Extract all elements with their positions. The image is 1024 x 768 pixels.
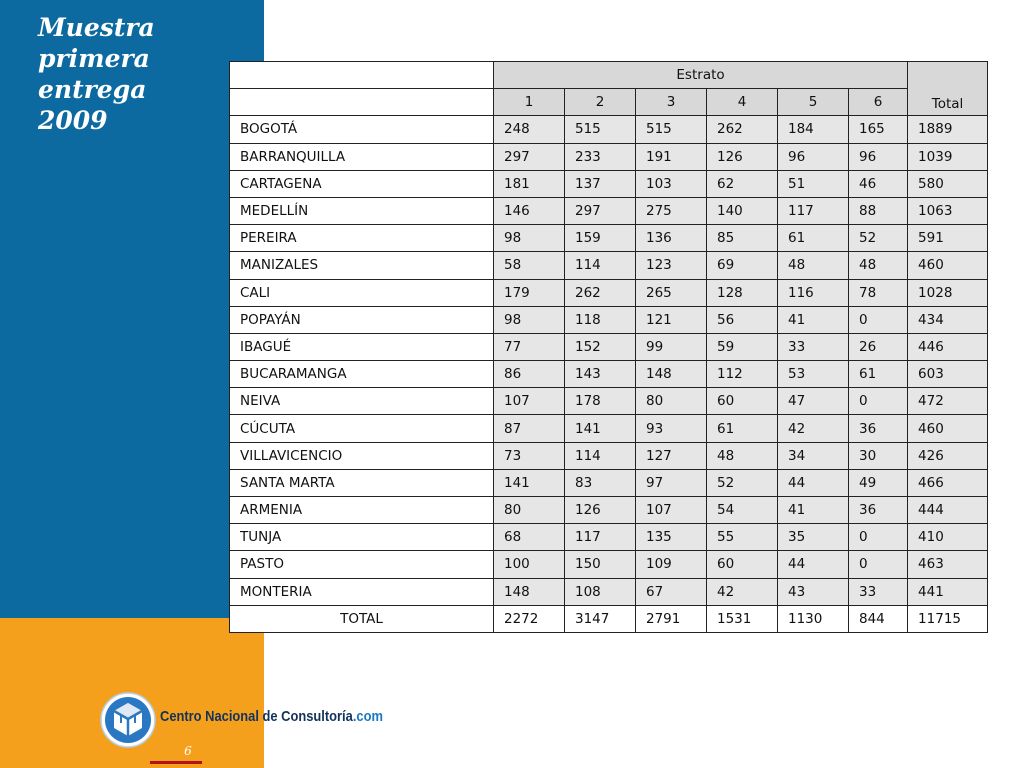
- row-total-cell: 426: [908, 442, 988, 469]
- stratum-value-cell: 46: [849, 170, 908, 197]
- table-row: [230, 415, 988, 442]
- stratum-value-cell: 54: [707, 497, 778, 524]
- stratum-value-cell: 61: [849, 361, 908, 388]
- stratum-value-cell: 99: [636, 333, 707, 360]
- city-cell: NEIVA: [230, 388, 494, 415]
- stratum-value-cell: 121: [636, 306, 707, 333]
- grand-total-cell: 11715: [908, 605, 988, 632]
- stratum-value-cell: 184: [778, 116, 849, 143]
- stratum-value-cell: 98: [494, 306, 565, 333]
- city-cell: VILLAVICENCIO: [230, 442, 494, 469]
- stratum-value-cell: 114: [565, 252, 636, 279]
- city-cell: SANTA MARTA: [230, 469, 494, 496]
- table-row: [230, 361, 988, 388]
- total-cell: 3147: [565, 605, 636, 632]
- city-cell: PASTO: [230, 551, 494, 578]
- stratum-value-cell: 33: [778, 333, 849, 360]
- page-number-underline: [150, 761, 202, 764]
- stratum-value-cell: 53: [778, 361, 849, 388]
- total-cell: 2272: [494, 605, 565, 632]
- stratum-value-cell: 109: [636, 551, 707, 578]
- city-cell: CARTAGENA: [230, 170, 494, 197]
- stratum-value-cell: 93: [636, 415, 707, 442]
- stratum-value-cell: 97: [636, 469, 707, 496]
- company-name: [160, 708, 383, 725]
- stratum-value-cell: 55: [707, 524, 778, 551]
- stratum-value-cell: 128: [707, 279, 778, 306]
- stratum-value-cell: 26: [849, 333, 908, 360]
- row-total-cell: 460: [908, 415, 988, 442]
- stratum-value-cell: 126: [707, 143, 778, 170]
- table-row: [230, 170, 988, 197]
- stratum-value-cell: 98: [494, 225, 565, 252]
- stratum-value-cell: 96: [849, 143, 908, 170]
- table-body: [230, 116, 988, 605]
- city-cell: MEDELLÍN: [230, 197, 494, 224]
- stratum-value-cell: 248: [494, 116, 565, 143]
- stratum-value-cell: 52: [849, 225, 908, 252]
- stratum-value-cell: 62: [707, 170, 778, 197]
- row-total-cell: 446: [908, 333, 988, 360]
- stratum-value-cell: 85: [707, 225, 778, 252]
- stratum-value-cell: 69: [707, 252, 778, 279]
- slide-title-line: primera: [38, 44, 150, 73]
- stratum-header: 6: [849, 89, 908, 116]
- stratum-value-cell: 116: [778, 279, 849, 306]
- stratum-value-cell: 34: [778, 442, 849, 469]
- table-total-row: [230, 605, 988, 632]
- row-total-cell: 460: [908, 252, 988, 279]
- table-row: [230, 143, 988, 170]
- total-row-label: TOTAL: [230, 605, 494, 632]
- stratum-value-cell: 148: [494, 578, 565, 605]
- stratum-value-cell: 73: [494, 442, 565, 469]
- row-total-cell: 580: [908, 170, 988, 197]
- stratum-value-cell: 143: [565, 361, 636, 388]
- stratum-value-cell: 140: [707, 197, 778, 224]
- stratum-value-cell: 60: [707, 551, 778, 578]
- row-total-cell: 1889: [908, 116, 988, 143]
- page-number: 6: [184, 744, 192, 758]
- stratum-value-cell: 77: [494, 333, 565, 360]
- stratum-value-cell: 80: [636, 388, 707, 415]
- row-total-cell: 441: [908, 578, 988, 605]
- stratum-value-cell: 0: [849, 551, 908, 578]
- stratum-header: 3: [636, 89, 707, 116]
- total-cell: 2791: [636, 605, 707, 632]
- header-blank-cell: [230, 89, 494, 116]
- slide-title-line: 2009: [38, 106, 108, 135]
- total-cell: 844: [849, 605, 908, 632]
- stratum-value-cell: 42: [707, 578, 778, 605]
- stratum-value-cell: 141: [494, 469, 565, 496]
- stratum-value-cell: 78: [849, 279, 908, 306]
- sample-table: [229, 61, 988, 633]
- stratum-value-cell: 68: [494, 524, 565, 551]
- stratum-value-cell: 49: [849, 469, 908, 496]
- stratum-value-cell: 86: [494, 361, 565, 388]
- city-cell: BARRANQUILLA: [230, 143, 494, 170]
- stratum-value-cell: 56: [707, 306, 778, 333]
- city-cell: BUCARAMANGA: [230, 361, 494, 388]
- table-row: [230, 442, 988, 469]
- stratum-value-cell: 43: [778, 578, 849, 605]
- stratum-value-cell: 61: [778, 225, 849, 252]
- stratum-value-cell: 41: [778, 497, 849, 524]
- row-total-cell: 434: [908, 306, 988, 333]
- stratum-value-cell: 67: [636, 578, 707, 605]
- stratum-value-cell: 262: [707, 116, 778, 143]
- stratum-value-cell: 107: [494, 388, 565, 415]
- stratum-value-cell: 60: [707, 388, 778, 415]
- stratum-value-cell: 148: [636, 361, 707, 388]
- stratum-value-cell: 87: [494, 415, 565, 442]
- stratum-value-cell: 96: [778, 143, 849, 170]
- table-row: [230, 116, 988, 143]
- header-blank-cell: [230, 62, 494, 89]
- table-row: [230, 306, 988, 333]
- stratum-value-cell: 159: [565, 225, 636, 252]
- stratum-value-cell: 48: [778, 252, 849, 279]
- total-column-header: Total: [908, 62, 988, 116]
- stratum-value-cell: 191: [636, 143, 707, 170]
- slide-title-line: entrega: [38, 75, 147, 104]
- cnc-logo-icon: [100, 692, 156, 748]
- stratum-value-cell: 135: [636, 524, 707, 551]
- stratum-value-cell: 136: [636, 225, 707, 252]
- stratum-value-cell: 107: [636, 497, 707, 524]
- stratum-value-cell: 47: [778, 388, 849, 415]
- city-cell: POPAYÁN: [230, 306, 494, 333]
- stratum-value-cell: 48: [707, 442, 778, 469]
- stratum-value-cell: 80: [494, 497, 565, 524]
- stratum-value-cell: 35: [778, 524, 849, 551]
- stratum-value-cell: 126: [565, 497, 636, 524]
- slide-title-line: Muestra: [38, 13, 155, 42]
- stratum-value-cell: 262: [565, 279, 636, 306]
- row-total-cell: 591: [908, 225, 988, 252]
- stratum-value-cell: 297: [494, 143, 565, 170]
- city-cell: TUNJA: [230, 524, 494, 551]
- stratum-value-cell: 42: [778, 415, 849, 442]
- stratum-value-cell: 181: [494, 170, 565, 197]
- row-total-cell: 1028: [908, 279, 988, 306]
- stratum-value-cell: 0: [849, 306, 908, 333]
- city-cell: MANIZALES: [230, 252, 494, 279]
- row-total-cell: 463: [908, 551, 988, 578]
- stratum-value-cell: 146: [494, 197, 565, 224]
- stratum-value-cell: 58: [494, 252, 565, 279]
- stratum-value-cell: 59: [707, 333, 778, 360]
- total-cell: 1531: [707, 605, 778, 632]
- table-row: [230, 225, 988, 252]
- stratum-value-cell: 36: [849, 415, 908, 442]
- stratum-header: 2: [565, 89, 636, 116]
- stratum-value-cell: 36: [849, 497, 908, 524]
- row-total-cell: 1063: [908, 197, 988, 224]
- stratum-value-cell: 515: [565, 116, 636, 143]
- table-row: [230, 197, 988, 224]
- stratum-value-cell: 123: [636, 252, 707, 279]
- company-name-text: Centro Nacional de Consultoría: [160, 708, 353, 725]
- stratum-value-cell: 52: [707, 469, 778, 496]
- total-cell: 1130: [778, 605, 849, 632]
- table-row: [230, 551, 988, 578]
- stratum-value-cell: 61: [707, 415, 778, 442]
- stratum-value-cell: 179: [494, 279, 565, 306]
- strata-header-row: [230, 89, 988, 116]
- stratum-value-cell: 178: [565, 388, 636, 415]
- stratum-value-cell: 0: [849, 388, 908, 415]
- strata-group-header: Estrato: [494, 62, 908, 89]
- stratum-value-cell: 0: [849, 524, 908, 551]
- stratum-value-cell: 265: [636, 279, 707, 306]
- row-total-cell: 466: [908, 469, 988, 496]
- stratum-value-cell: 515: [636, 116, 707, 143]
- stratum-value-cell: 103: [636, 170, 707, 197]
- row-total-cell: 603: [908, 361, 988, 388]
- stratum-value-cell: 165: [849, 116, 908, 143]
- table-row: [230, 252, 988, 279]
- stratum-value-cell: 275: [636, 197, 707, 224]
- city-cell: CÚCUTA: [230, 415, 494, 442]
- table-row: [230, 388, 988, 415]
- stratum-value-cell: 48: [849, 252, 908, 279]
- company-domain-suffix: .com: [352, 708, 383, 725]
- stratum-value-cell: 44: [778, 469, 849, 496]
- stratum-value-cell: 33: [849, 578, 908, 605]
- stratum-value-cell: 44: [778, 551, 849, 578]
- table-row: [230, 279, 988, 306]
- stratum-value-cell: 117: [778, 197, 849, 224]
- city-cell: PEREIRA: [230, 225, 494, 252]
- stratum-header: 4: [707, 89, 778, 116]
- table-row: [230, 497, 988, 524]
- table-header-row: [230, 62, 988, 89]
- stratum-value-cell: 83: [565, 469, 636, 496]
- city-cell: IBAGUÉ: [230, 333, 494, 360]
- stratum-value-cell: 100: [494, 551, 565, 578]
- stratum-value-cell: 152: [565, 333, 636, 360]
- stratum-value-cell: 141: [565, 415, 636, 442]
- city-cell: BOGOTÁ: [230, 116, 494, 143]
- stratum-value-cell: 117: [565, 524, 636, 551]
- stratum-value-cell: 297: [565, 197, 636, 224]
- row-total-cell: 472: [908, 388, 988, 415]
- stratum-value-cell: 112: [707, 361, 778, 388]
- city-cell: CALI: [230, 279, 494, 306]
- table-row: [230, 524, 988, 551]
- stratum-value-cell: 88: [849, 197, 908, 224]
- table-row: [230, 469, 988, 496]
- stratum-value-cell: 150: [565, 551, 636, 578]
- stratum-value-cell: 137: [565, 170, 636, 197]
- table-row: [230, 578, 988, 605]
- city-cell: MONTERIA: [230, 578, 494, 605]
- row-total-cell: 1039: [908, 143, 988, 170]
- table-row: [230, 333, 988, 360]
- stratum-header: 5: [778, 89, 849, 116]
- stratum-value-cell: 118: [565, 306, 636, 333]
- stratum-value-cell: 30: [849, 442, 908, 469]
- slide-title: [38, 12, 238, 136]
- stratum-value-cell: 108: [565, 578, 636, 605]
- stratum-value-cell: 233: [565, 143, 636, 170]
- stratum-value-cell: 51: [778, 170, 849, 197]
- stratum-value-cell: 127: [636, 442, 707, 469]
- stratum-value-cell: 114: [565, 442, 636, 469]
- row-total-cell: 410: [908, 524, 988, 551]
- row-total-cell: 444: [908, 497, 988, 524]
- city-cell: ARMENIA: [230, 497, 494, 524]
- stratum-header: 1: [494, 89, 565, 116]
- stratum-value-cell: 41: [778, 306, 849, 333]
